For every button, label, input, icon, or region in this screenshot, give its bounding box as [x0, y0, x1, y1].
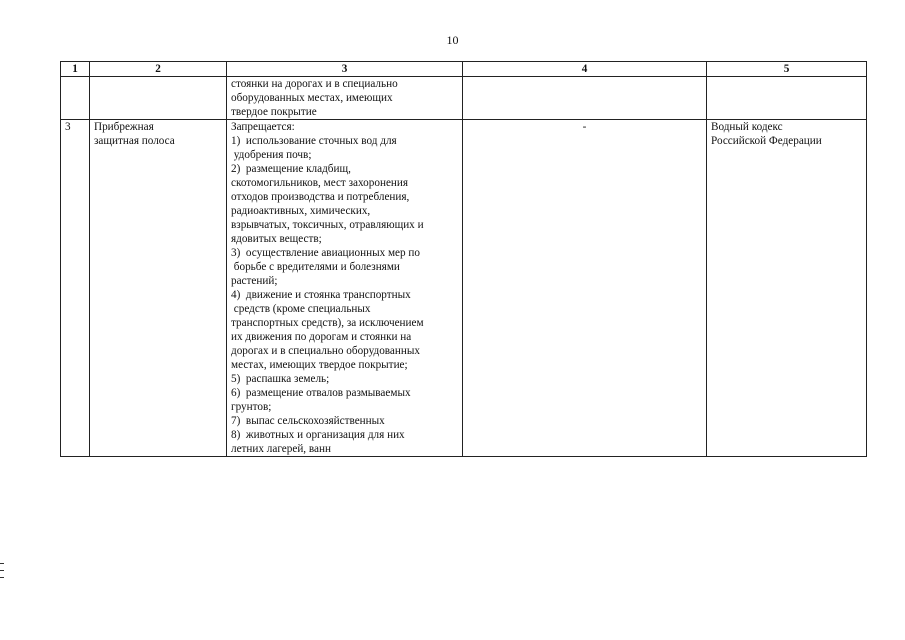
zone-name-cell: Прибрежная защитная полоса	[90, 120, 227, 457]
margin-tick	[0, 570, 4, 571]
document-table	[60, 61, 867, 457]
margin-tick	[0, 577, 4, 578]
margin-tick	[0, 563, 4, 564]
legal-basis-cell	[707, 77, 867, 120]
column-4-cell	[463, 77, 707, 120]
table-header-row	[61, 62, 867, 77]
margin-tick-marks	[0, 563, 4, 584]
row-number-cell	[61, 77, 90, 120]
table-row	[61, 77, 867, 120]
dash-mark: -	[582, 121, 587, 133]
header-col-3: 3	[227, 62, 463, 77]
header-col-1: 1	[61, 62, 90, 77]
header-col-5: 5	[707, 62, 867, 77]
table-row	[61, 120, 867, 457]
header-col-2: 2	[90, 62, 227, 77]
page-number: 10	[446, 33, 459, 47]
row-number-cell: 3	[61, 120, 90, 457]
restrictions-cell: Запрещается: 1) использование сточных вод для удобрения почв; 2) размещение кладбищ, скотомогильников, мест захоронения отходов производства и потребления, радиоактивных, химических, взрывчатых, токсичных, отравляющих и ядовитых веществ; 3) осуществление авиационных мер по борьбе с вредителями и болезнями растений; 4) движение и стоянка транспортных средств (кроме специальных транспортных средств), за исключением их движения по дорогам и стоянки на дорогах и в специально оборудованных местах, имеющих твердое покрытие; 5) распашка земель; 6) размещение отвалов размываемых грунтов; 7) выпас сельскохозяйственных 8) животных и организация для них летних лагерей, ванн	[227, 120, 463, 457]
legal-basis-cell: Водный кодекс Российской Федерации	[707, 120, 867, 457]
zone-name-cell	[90, 77, 227, 120]
restrictions-cell: стоянки на дорогах и в специально оборудованных местах, имеющих твердое покрытие	[227, 77, 463, 120]
header-col-4: 4	[463, 62, 707, 77]
column-4-cell	[463, 120, 707, 457]
